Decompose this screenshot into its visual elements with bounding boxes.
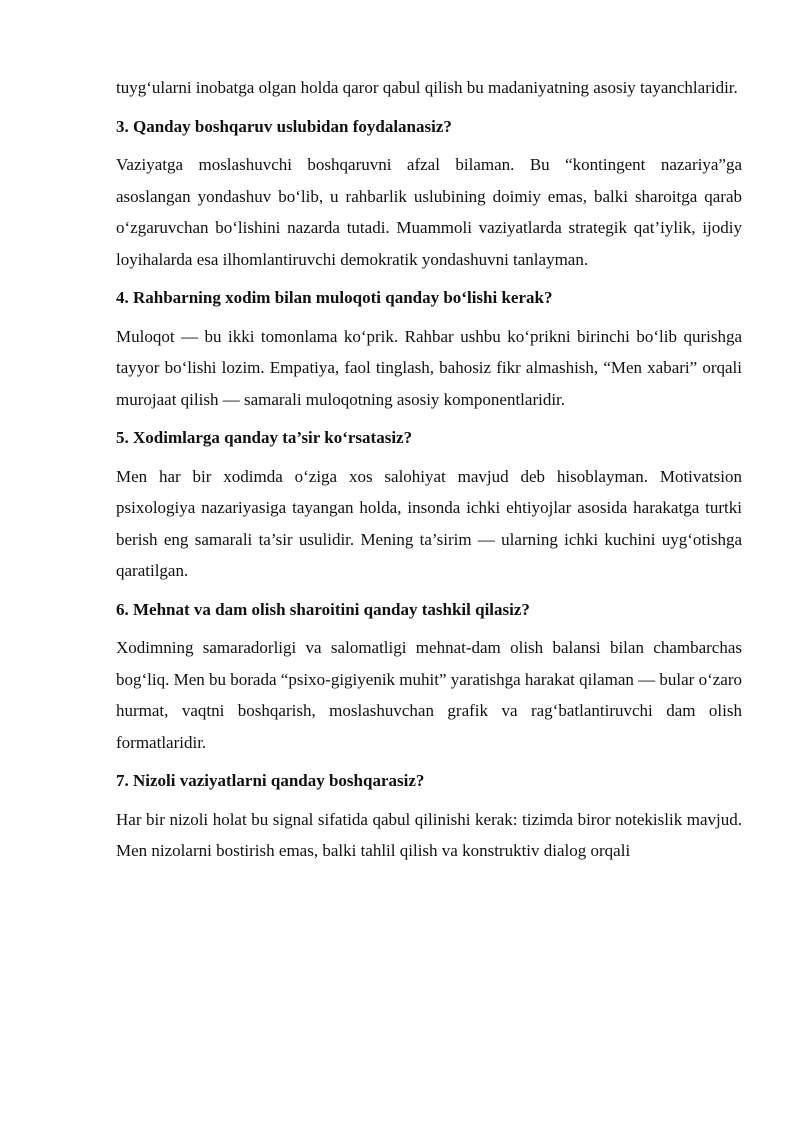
section-5-body: Men har bir xodimda o‘ziga xos salohiyat mavjud deb hisoblayman. Motivatsion psixologiya nazariyasiga tayangan holda, insonda ichki ehtiyojlar asosida harakatga turtki berish eng samarali ta’sir usulidir. Mening ta’sirim — ularning ichki kuchini uyg‘otishga qaratilgan. — [116, 466, 742, 580]
section-6 — [116, 587, 742, 759]
section-3 — [116, 104, 742, 276]
section-4-heading: 4. Rahbarning xodim bilan muloqoti qanday bo‘lishi kerak? — [116, 288, 553, 307]
intro-paragraph: tuyg‘ularni inobatga olgan holda qaror qabul qilish bu madaniyatning asosiy tayanchlaridir. — [116, 78, 738, 97]
section-6-heading: 6. Mehnat va dam olish sharoitini qanday tashkil qilasiz? — [116, 599, 530, 619]
document-page — [116, 72, 742, 867]
section-7 — [116, 758, 742, 867]
section-4 — [116, 275, 742, 415]
section-3-heading: 3. Qanday boshqaruv uslubidan foydalanasiz? — [116, 116, 452, 136]
section-7-body: Har bir nizoli holat bu signal sifatida qabul qilinishi kerak: tizimda biror notekislik mavjud. Men nizolarni bostirish emas, balki tahlil qilish va konstruktiv dialog orqali — [116, 809, 742, 860]
section-5-heading: 5. Xodimlarga qanday ta’sir ko‘rsatasiz? — [116, 428, 413, 447]
section-7-heading: 7. Nizoli vaziyatlarni qanday boshqarasiz? — [116, 771, 425, 790]
section-4-body: Muloqot — bu ikki tomonlama ko‘prik. Rahbar ushbu ko‘prikni birinchi bo‘lib qurishga tayyor bo‘lishi lozim. Empatiya, faol tinglash, bahosiz fikr almashish, “Men xabari” orqali murojaat qilish — samarali muloqotning asosiy komponentlaridir. — [116, 326, 742, 409]
section-3-body: Vaziyatga moslashuvchi boshqaruvni afzal bilaman. Bu “kontingent nazariya”ga asoslangan yondashuv bo‘lib, u rahbarlik uslubining doimiy emas, balki sharoitga qarab o‘zgaruvchan bo‘lishini nazarda tutadi. Muammoli vaziyatlarda strategik qat’iylik, ijodiy loyihalarda esa ilhomlantiruvchi demokratik yondashuvni tanlayman. — [116, 155, 742, 269]
section-5 — [116, 415, 742, 587]
section-6-body: Xodimning samaradorligi va salomatligi mehnat-dam olish balansi bilan chambarchas bog‘liq. Men bu borada “psixo-gigiyenik muhit” yaratishga harakat qilaman — bular o‘zaro hurmat, vaqtni boshqarish, moslashuvchan grafik va rag‘batlantiruvchi dam olish formatlaridir. — [116, 638, 742, 752]
